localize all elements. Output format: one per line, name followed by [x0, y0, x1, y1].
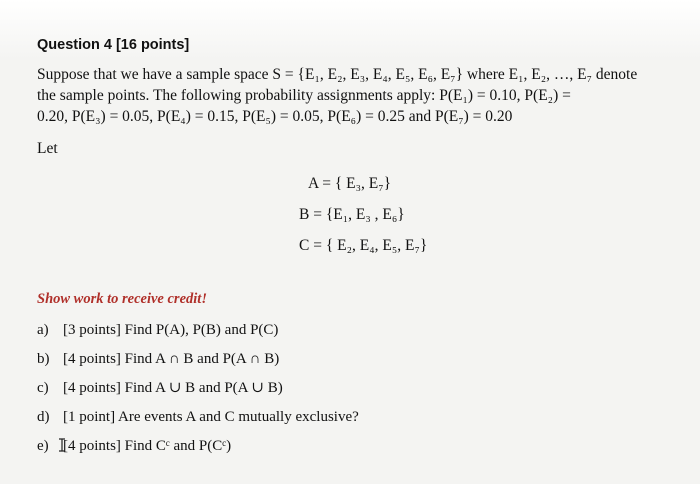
part-d — [37, 403, 359, 432]
question-parts — [37, 316, 359, 461]
set-c: C = { E₂, E₄, E₅, E₇} — [299, 237, 428, 254]
part-label: d) — [37, 409, 50, 425]
text-cursor-icon — [58, 438, 66, 452]
part-text: [3 points] Find P(A), P(B) and P(C) — [63, 322, 279, 338]
part-text: [4 points] Find A ∪ B and P(A ∪ B) — [63, 380, 283, 396]
intro-line: the sample points. The following probability assignments apply: P(E₁) = 0.10, P(E₂) = — [37, 87, 571, 104]
set-a: A = { E₃, E₇} — [308, 175, 392, 192]
part-text: [4 points] Find Cᶜ and P(Cᶜ) — [63, 438, 232, 454]
part-label: e) — [37, 438, 49, 454]
part-c — [37, 374, 359, 403]
part-label: b) — [37, 351, 50, 367]
set-b: B = {E₁, E₃ , E₆} — [299, 206, 405, 223]
question-title: Question 4 [16 points] — [37, 37, 190, 53]
part-b — [37, 345, 359, 374]
part-label: c) — [37, 380, 49, 396]
part-text: [4 points] Find A ∩ B and P(A ∩ B) — [63, 351, 280, 367]
question-intro — [37, 64, 667, 127]
credit-note: Show work to receive credit! — [37, 291, 207, 307]
part-e — [37, 432, 359, 461]
part-label: a) — [37, 322, 49, 338]
intro-line: Suppose that we have a sample space S = {E₁, E₂, E₃, E₄, E₅, E₆, E₇} where E₁, E₂, …, E₇ denote — [37, 66, 638, 83]
part-a — [37, 316, 359, 345]
set-definitions — [240, 168, 470, 261]
intro-line: 0.20, P(E₃) = 0.05, P(E₄) = 0.15, P(E₅) = 0.05, P(E₆) = 0.25 and P(E₇) = 0.20 — [37, 108, 513, 125]
let-label: Let — [37, 140, 58, 157]
part-text: [1 point] Are events A and C mutually exclusive? — [63, 409, 359, 425]
